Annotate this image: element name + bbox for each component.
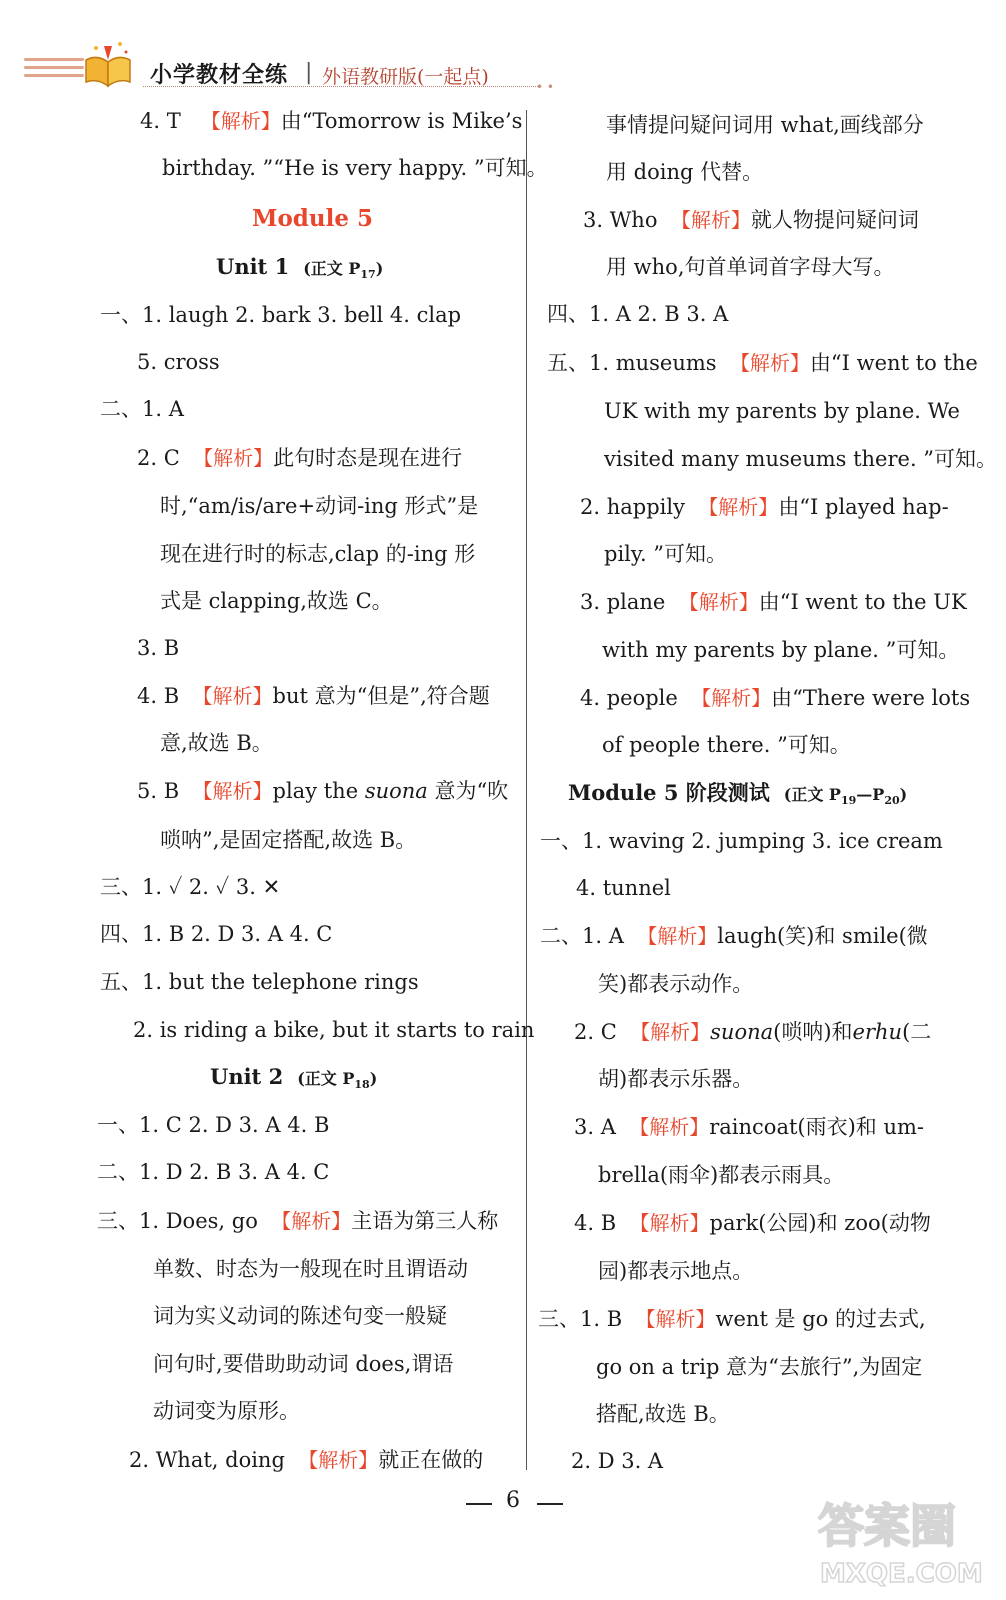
answer-line: 词为实义动词的陈述句变一般疑: [153, 1304, 447, 1328]
answer-line: 意,故选 B。: [160, 731, 273, 755]
analysis-tag: 【解析】: [637, 924, 718, 948]
analysis-tag: 【解析】: [271, 1209, 352, 1233]
answer-line: 三、1. ✓ 2. ✓ 3. ✕: [100, 875, 281, 899]
answer-line: 现在进行时的标志,clap 的-ing 形: [160, 542, 476, 566]
answer-line: 二、1. A: [100, 397, 184, 421]
watermark-text: 答案圈: [818, 1499, 956, 1553]
answer-line: 园)都表示地点。: [598, 1259, 754, 1283]
answer-line: 四、1. B 2. D 3. A 4. C: [100, 922, 333, 946]
book-edition: 外语教研版(一起点): [322, 66, 489, 88]
header-rule: [143, 86, 540, 87]
analysis-tag: 【解析】: [698, 495, 779, 519]
answer-line: 4. B 【解析】but 意为“但是”,符合题: [137, 684, 490, 708]
analysis-tag: 【解析】: [630, 1020, 711, 1044]
answer-line: 3. B: [137, 636, 180, 660]
header-decoration-lines: [24, 58, 84, 82]
watermark-url: MXQE.COM: [820, 1559, 983, 1589]
answer-line: 4. people 【解析】由“There were lots: [580, 686, 971, 710]
answer-line: 三、1. Does, go 【解析】主语为第三人称: [97, 1209, 499, 1233]
answer-line: 时,“am/is/are+动词-ing 形式”是: [160, 494, 479, 518]
column-divider: [526, 110, 527, 1470]
unit-heading: Unit 2 (正文 $P_{18}$): [210, 1064, 378, 1092]
answer-line: 一、1. C 2. D 3. A 4. B: [97, 1113, 330, 1137]
answer-line: 事情提问疑问词用 what,画线部分: [606, 113, 924, 137]
answer-line: 式是 clapping,故选 C。: [160, 589, 393, 613]
book-title: 小学教材全练: [150, 63, 289, 88]
analysis-tag: 【解析】: [629, 1211, 710, 1235]
answer-line: with my parents by plane. ”可知。: [602, 638, 960, 662]
answer-line: 2. C 【解析】suona(唢呐)和erhu(二: [574, 1020, 932, 1044]
analysis-tag: 【解析】: [192, 779, 273, 803]
analysis-tag: 【解析】: [691, 686, 772, 710]
answer-line: 2. D 3. A: [571, 1449, 664, 1473]
answer-line: 唢呐”,是固定搭配,故选 B。: [160, 828, 417, 852]
analysis-tag: 【解析】: [629, 1115, 710, 1139]
unit-heading: Unit 1 (正文 $P_{17}$): [216, 254, 384, 282]
page-number-dash: [466, 1503, 492, 1505]
answer-line: 笑)都表示动作。: [598, 972, 754, 996]
answer-line: 3. Who 【解析】就人物提问疑问词: [583, 208, 919, 232]
header-dots: • •: [536, 80, 554, 94]
answer-line: 5. cross: [137, 350, 220, 374]
answer-line: 4. T 【解析】由“Tomorrow is Mike’s: [140, 109, 523, 133]
answer-line: pily. ”可知。: [604, 542, 728, 566]
analysis-tag: 【解析】: [729, 351, 810, 375]
answer-line: 二、1. A 【解析】laugh(笑)和 smile(微: [540, 924, 928, 948]
answer-line: 三、1. B 【解析】went 是 go 的过去式,: [538, 1307, 926, 1331]
answer-line: 五、1. but the telephone rings: [100, 970, 419, 994]
answer-line: visited many museums there. ”可知。: [604, 447, 998, 471]
answer-line: 4. B 【解析】park(公园)和 zoo(动物: [574, 1211, 931, 1235]
open-book-icon: [82, 38, 134, 90]
answer-line: of people there. ”可知。: [602, 733, 851, 757]
answer-line: 动词变为原形。: [153, 1399, 300, 1423]
answer-line: 一、1. laugh 2. bark 3. bell 4. clap: [100, 303, 462, 327]
answer-line: 3. plane 【解析】由“I went to the UK: [580, 590, 967, 614]
page-number-dash: [537, 1503, 563, 1505]
answer-line: go on a trip 意为“去旅行”,为固定: [596, 1355, 923, 1379]
analysis-tag: 【解析】: [298, 1448, 379, 1472]
answer-line: 胡)都表示乐器。: [598, 1067, 754, 1091]
analysis-tag: 【解析】: [193, 446, 274, 470]
answer-line: birthday. ”“He is very happy. ”可知。: [162, 156, 548, 180]
answer-line: UK with my parents by plane. We: [604, 399, 960, 423]
answer-line: 四、1. A 2. B 3. A: [547, 302, 729, 326]
page-number: 6: [506, 1488, 520, 1513]
answer-line: 单数、时态为一般现在时且谓语动: [153, 1257, 468, 1281]
answer-line: 二、1. D 2. B 3. A 4. C: [97, 1160, 330, 1184]
answer-line: 5. B 【解析】play the suona 意为“吹: [137, 779, 509, 803]
analysis-tag: 【解析】: [192, 684, 273, 708]
page-header: [0, 0, 1006, 100]
analysis-tag: 【解析】: [200, 109, 281, 133]
module-heading: Module 5: [252, 205, 373, 232]
answer-line: brella(雨伞)都表示雨具。: [598, 1163, 845, 1187]
answer-line: 问句时,要借助助动词 does,谓语: [153, 1352, 454, 1376]
answer-line: 用 who,句首单词首字母大写。: [606, 255, 895, 279]
test-heading: Module 5 阶段测试 (正文 $P_{19}—P_{20}$): [568, 780, 908, 808]
answer-line: 用 doing 代替。: [606, 160, 764, 184]
analysis-tag: 【解析】: [670, 208, 751, 232]
analysis-tag: 【解析】: [635, 1307, 716, 1331]
answer-line: 2. is riding a bike, but it starts to rain: [133, 1018, 535, 1042]
answer-line: 3. A 【解析】raincoat(雨衣)和 um-: [574, 1115, 925, 1139]
watermark-logo: [812, 1482, 990, 1592]
answer-line: 2. happily 【解析】由“I played hap-: [580, 495, 949, 519]
analysis-tag: 【解析】: [678, 590, 759, 614]
header-separator: |: [305, 60, 313, 85]
answer-line: 2. What, doing 【解析】就正在做的: [129, 1448, 484, 1472]
answer-line: 搭配,故选 B。: [596, 1402, 730, 1426]
answer-line: 五、1. museums 【解析】由“I went to the: [547, 351, 978, 375]
answer-line: 一、1. waving 2. jumping 3. ice cream: [540, 829, 943, 853]
answer-line: 4. tunnel: [576, 876, 671, 900]
answer-line: 2. C 【解析】此句时态是现在进行: [137, 446, 463, 470]
